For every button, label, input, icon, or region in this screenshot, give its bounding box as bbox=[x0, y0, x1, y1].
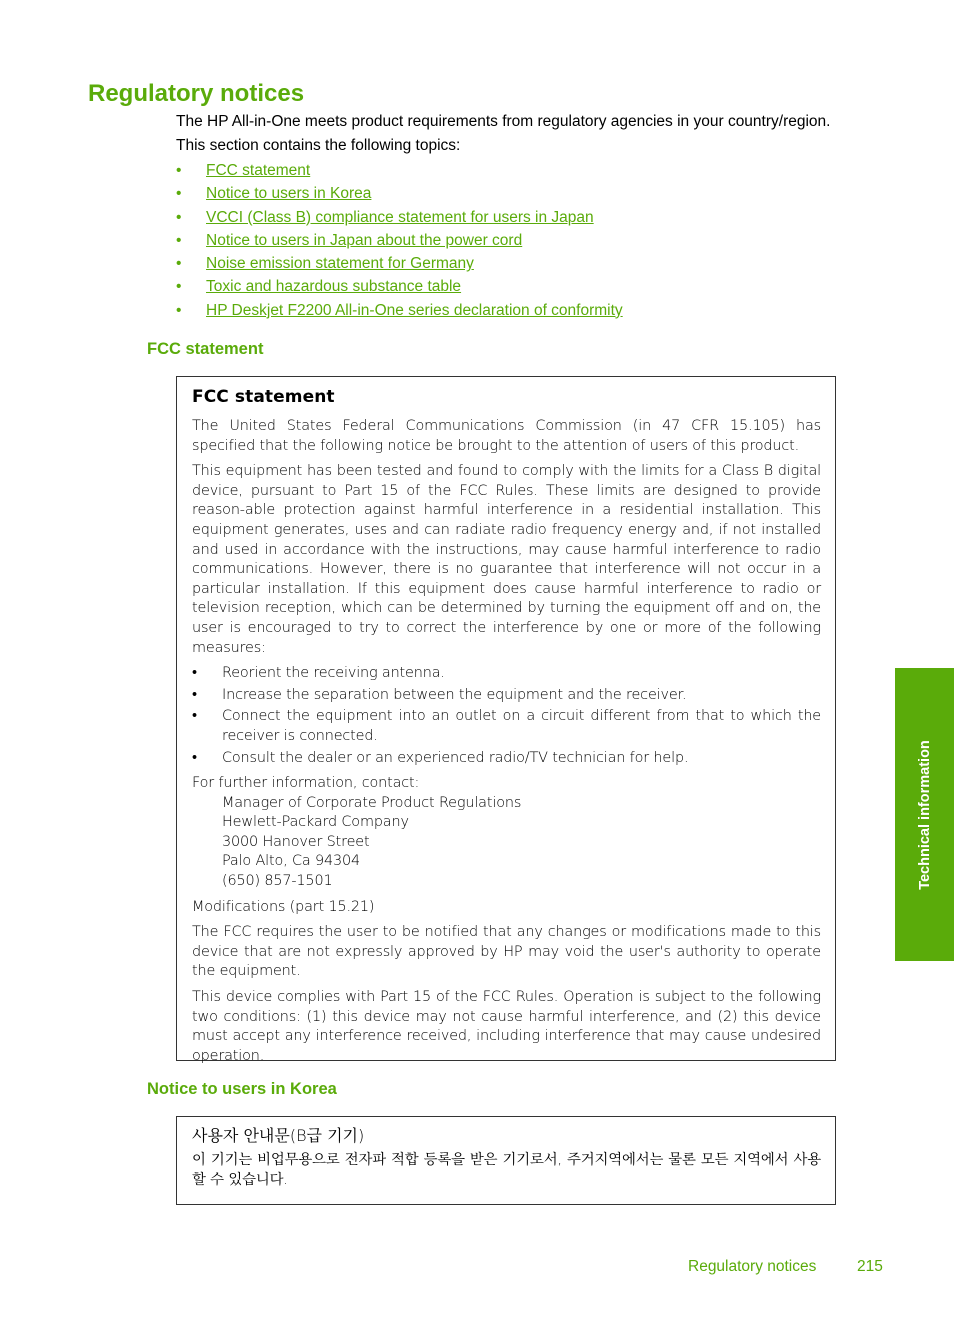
contact-intro: For further information, contact: bbox=[192, 775, 420, 792]
bullet: • bbox=[176, 301, 182, 319]
address-line: Palo Alto, Ca 94304 bbox=[222, 853, 361, 870]
measure-text: Consult the dealer or an experienced radio/TV technician for help. bbox=[222, 749, 689, 766]
korea-notice-text: 이 기기는 비업무용으로 전자파 적합 등록을 받은 기기로서, 주거지역에서는 물론 모든 지역에서 사용할 수 있습니다. bbox=[192, 1152, 821, 1188]
korea-box-title: 사용자 안내문(B급 기기) bbox=[192, 1126, 365, 1145]
measure-text: Connect the equipment into an outlet on a circuit different from that to which the receiver is connected. bbox=[222, 708, 821, 744]
topic-link-declaration-conformity[interactable]: HP Deskjet F2200 All-in-One series declaration of conformity bbox=[206, 301, 623, 319]
intro-text: The HP All-in-One meets product requirements from regulatory agencies in your country/region. bbox=[176, 113, 831, 130]
fcc-statement-box bbox=[176, 376, 836, 1064]
fcc-box-title: FCC statement bbox=[192, 387, 335, 407]
bullet: • bbox=[176, 162, 182, 179]
bullet: • bbox=[176, 185, 182, 203]
topic-link-toxic-substance[interactable]: Toxic and hazardous substance table bbox=[206, 278, 462, 296]
bullet: • bbox=[192, 686, 197, 703]
topic-link-vcci-japan[interactable]: VCCI (Class B) compliance statement for users in Japan bbox=[206, 208, 594, 226]
topic-link-noise-germany[interactable]: Noise emission statement for Germany bbox=[206, 255, 474, 273]
modifications-label: Modifications (part 15.21) bbox=[192, 898, 375, 915]
address-line: Manager of Corporate Product Regulations bbox=[222, 794, 522, 811]
fcc-measures-list bbox=[192, 664, 821, 768]
side-tab bbox=[895, 668, 954, 961]
bullet: • bbox=[176, 231, 182, 249]
fcc-paragraph: This equipment has been tested and found to comply with the limits for a Class B digital device, pursuant to Part 15 of the FCC Rules. These limits are designed to provide reason-able protection against harmful interference in a residential installation. This equipment generates, uses and can radiate radio frequency energy and, if not installed and used in accordance with the instructions, may cause harmful interference to radio communications. However, there is no guarantee that interference will not occur in a particular installation. If this equipment does cause harmful interference to radio or television reception, which can be determined by turning the equipment off and on, the user is encouraged to try to correct the interference by one or more of the following measures: bbox=[192, 463, 821, 656]
korea-notice-box bbox=[176, 1116, 836, 1205]
side-tab-label: Technical information bbox=[916, 739, 933, 890]
fcc-section-heading: FCC statement bbox=[147, 340, 264, 358]
bullet: • bbox=[192, 749, 197, 766]
address-line: Hewlett-Packard Company bbox=[222, 814, 409, 831]
topics-intro-text: This section contains the following topics: bbox=[176, 137, 461, 154]
measure-item bbox=[192, 749, 821, 769]
address-line: (650) 857-1501 bbox=[222, 873, 333, 890]
bullet: • bbox=[192, 708, 197, 725]
korea-section-heading: Notice to users in Korea bbox=[147, 1080, 337, 1098]
page-title: Regulatory notices bbox=[88, 80, 305, 107]
bullet: • bbox=[176, 208, 182, 226]
address-line: 3000 Hanover Street bbox=[222, 833, 370, 850]
fcc-paragraph: This device complies with Part 15 of the FCC Rules. Operation is subject to the following two conditions: (1) this device may not cause harmful interference, and (2) this device must accept any interference received, including interference that may cause undesired operation. bbox=[192, 989, 821, 1064]
topic-link-fcc-statement[interactable]: FCC statement bbox=[206, 162, 311, 179]
measure-text: Reorient the receiving antenna. bbox=[222, 665, 445, 682]
footer-section-label: Regulatory notices bbox=[688, 1258, 817, 1275]
contact-address bbox=[222, 794, 821, 892]
topic-link-japan-power-cord[interactable]: Notice to users in Japan about the power cord bbox=[206, 231, 523, 249]
fcc-paragraph: The FCC requires the user to be notified that any changes or modifications made to this device that are not expressly approved by HP may void the user's authority to operate the equipment. bbox=[192, 924, 821, 980]
measure-item bbox=[192, 664, 821, 684]
bullet: • bbox=[192, 665, 197, 682]
fcc-paragraph: The United States Federal Communications Commission (in 47 CFR 15.105) has specified that the following notice be brought to the attention of users of this product. bbox=[192, 418, 821, 454]
footer-page-number: 215 bbox=[857, 1258, 883, 1275]
topic-link-korea[interactable]: Notice to users in Korea bbox=[206, 185, 372, 203]
measure-text: Increase the separation between the equipment and the receiver. bbox=[222, 686, 687, 703]
bullet: • bbox=[176, 278, 182, 296]
bullet: • bbox=[176, 255, 182, 273]
measure-item bbox=[192, 686, 821, 706]
measure-item bbox=[192, 707, 821, 746]
